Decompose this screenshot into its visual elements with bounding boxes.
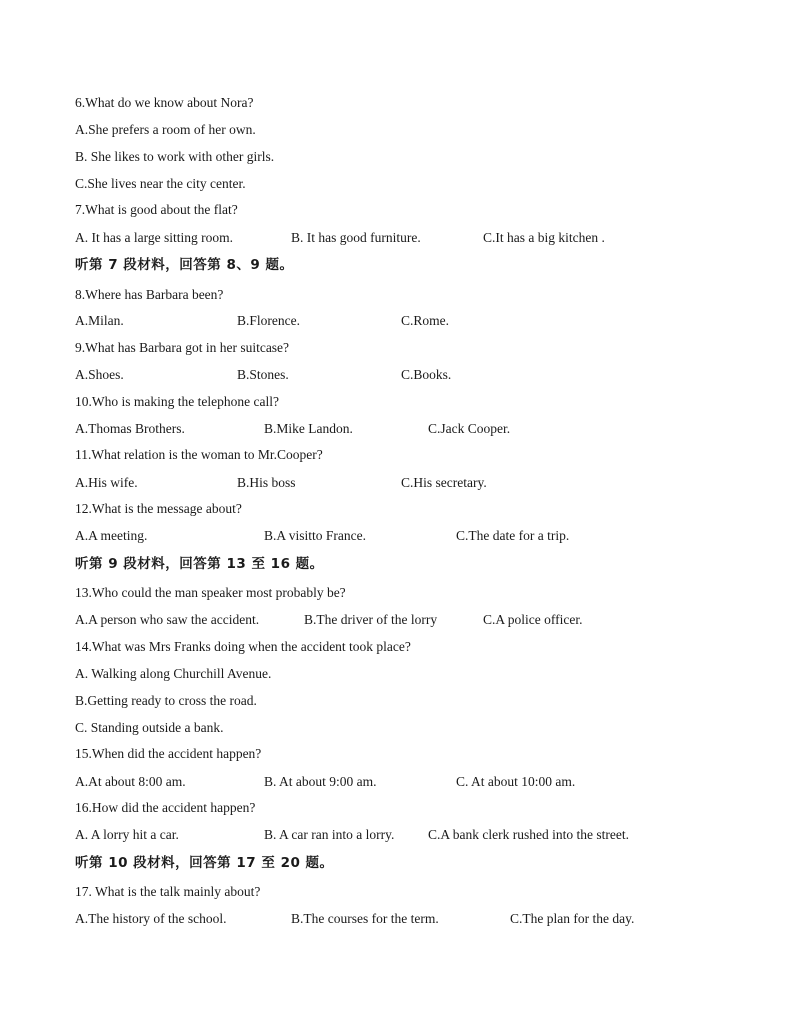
question-17: 17. What is the talk mainly about? xyxy=(75,884,261,899)
question-16: 16.How did the accident happen? xyxy=(75,800,256,815)
option-12b: B.A visitto France. xyxy=(264,528,366,543)
option-17b: B.The courses for the term. xyxy=(291,911,439,926)
option-12a: A.A meeting. xyxy=(75,528,148,543)
option-11c: C.His secretary. xyxy=(401,475,487,490)
option-7b: B. It has good furniture. xyxy=(291,230,421,245)
option-10b: B.Mike Landon. xyxy=(264,421,353,436)
option-8c: C.Rome. xyxy=(401,313,450,328)
section-heading-7: 听第 7 段材料，回答第 8、9 题。 xyxy=(75,257,294,273)
option-6a: A.She prefers a room of her own. xyxy=(75,122,256,137)
option-9a: A.Shoes. xyxy=(75,367,124,382)
question-8: 8.Where has Barbara been? xyxy=(75,287,224,302)
option-8a: A.Milan. xyxy=(75,313,124,328)
option-7c: C.It has a big kitchen . xyxy=(483,230,605,245)
option-16a: A. A lorry hit a car. xyxy=(75,827,179,842)
question-7: 7.What is good about the flat? xyxy=(75,202,238,217)
option-6b: B. She likes to work with other girls. xyxy=(75,149,275,164)
option-16c: C.A bank clerk rushed into the street. xyxy=(428,827,629,842)
option-6c: C.She lives near the city center. xyxy=(75,176,246,191)
question-10: 10.Who is making the telephone call? xyxy=(75,394,279,409)
question-12: 12.What is the message about? xyxy=(75,501,242,516)
option-10a: A.Thomas Brothers. xyxy=(75,421,185,436)
option-15b: B. At about 9:00 am. xyxy=(264,774,377,789)
option-13c: C.A police officer. xyxy=(483,612,583,627)
option-9c: C.Books. xyxy=(401,367,452,382)
option-10c: C.Jack Cooper. xyxy=(428,421,511,436)
option-15c: C. At about 10:00 am. xyxy=(456,774,576,789)
section-heading-10: 听第 10 段材料，回答第 17 至 20 题。 xyxy=(75,855,334,871)
option-13b: B.The driver of the lorry xyxy=(304,612,438,627)
question-11: 11.What relation is the woman to Mr.Cooper? xyxy=(75,447,323,462)
option-17c: C.The plan for the day. xyxy=(510,911,635,926)
option-9b: B.Stones. xyxy=(237,367,289,382)
question-14: 14.What was Mrs Franks doing when the accident took place? xyxy=(75,639,411,654)
question-13: 13.Who could the man speaker most probably be? xyxy=(75,585,346,600)
option-11a: A.His wife. xyxy=(75,475,138,490)
option-7a: A. It has a large sitting room. xyxy=(75,230,233,245)
option-12c: C.The date for a trip. xyxy=(456,528,570,543)
question-6: 6.What do we know about Nora? xyxy=(75,95,254,110)
option-14a: A. Walking along Churchill Avenue. xyxy=(75,666,272,681)
option-16b: B. A car ran into a lorry. xyxy=(264,827,395,842)
option-14b: B.Getting ready to cross the road. xyxy=(75,693,257,708)
option-17a: A.The history of the school. xyxy=(75,911,227,926)
question-15: 15.When did the accident happen? xyxy=(75,746,262,761)
question-9: 9.What has Barbara got in her suitcase? xyxy=(75,340,290,355)
option-11b: B.His boss xyxy=(237,475,296,490)
option-15a: A.At about 8:00 am. xyxy=(75,774,186,789)
option-8b: B.Florence. xyxy=(237,313,300,328)
option-13a: A.A person who saw the accident. xyxy=(75,612,260,627)
option-14c: C. Standing outside a bank. xyxy=(75,720,224,735)
section-heading-9: 听第 9 段材料，回答第 13 至 16 题。 xyxy=(75,556,324,572)
